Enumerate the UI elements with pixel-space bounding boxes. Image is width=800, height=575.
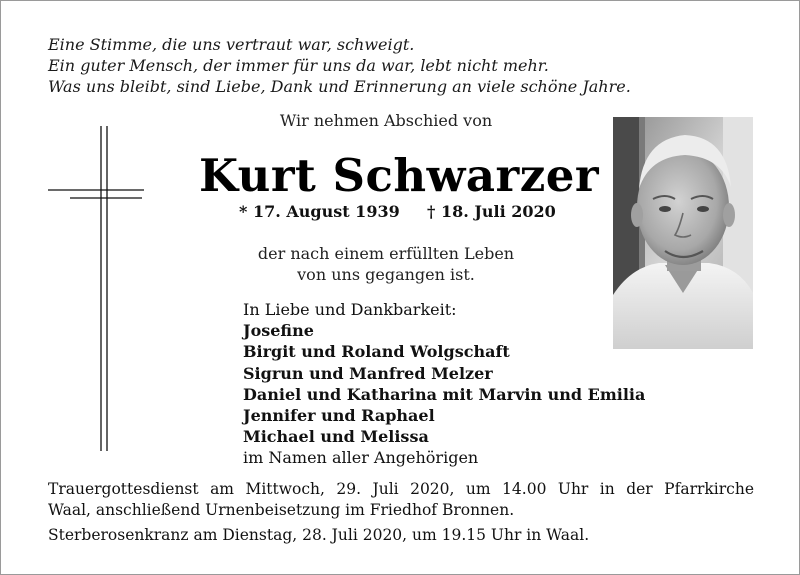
tribute-line-1: der nach einem erfüllten Leben xyxy=(257,244,515,263)
service-line-1: Trauergottesdienst am Mittwoch, 29. Juli 2020, um 14.00 Uhr in der Pfarrkirche xyxy=(48,480,754,498)
portrait-photo xyxy=(613,117,753,349)
tribute-line-2: von uns gegangen ist. xyxy=(297,265,475,284)
mourner-name: Michael und Melissa xyxy=(243,427,429,447)
quote-line-3: Was uns bleibt, sind Liebe, Dank und Erinnerung an viele schöne Jahre. xyxy=(48,77,631,96)
mourners-closing: im Namen aller Angehörigen xyxy=(243,448,479,468)
quote-line-2: Ein guter Mensch, der immer für uns da war, lebt nicht mehr. xyxy=(48,56,549,75)
deceased-name: Kurt Schwarzer xyxy=(199,149,600,202)
birth-date: * 17. August 1939 xyxy=(239,202,400,221)
memorial-quote xyxy=(48,34,748,97)
mourner-name: Birgit und Roland Wolgschaft xyxy=(243,342,510,362)
mourner-name: Jennifer und Raphael xyxy=(243,406,435,426)
mourner-name: Sigrun und Manfred Melzer xyxy=(243,363,493,383)
service-line-2: Waal, anschließend Urnenbeisetzung im Friedhof Bronnen. xyxy=(48,501,515,519)
farewell-intro: Wir nehmen Abschied von xyxy=(279,111,493,130)
mourner-name: Josefine xyxy=(243,321,314,341)
quote-line-1: Eine Stimme, die uns vertraut war, schweigt. xyxy=(48,35,415,54)
mourner-name: Daniel und Katharina mit Marvin und Emilia xyxy=(243,384,646,404)
cross-icon xyxy=(46,126,146,456)
portrait-image xyxy=(613,117,753,349)
tribute-text xyxy=(201,243,571,285)
service-details xyxy=(48,479,754,546)
mourners-heading: In Liebe und Dankbarkeit: xyxy=(243,300,457,319)
death-date: † 18. Juli 2020 xyxy=(427,202,556,221)
rosary-line: Sterberosenkranz am Dienstag, 28. Juli 2020, um 19.15 Uhr in Waal. xyxy=(48,526,590,544)
